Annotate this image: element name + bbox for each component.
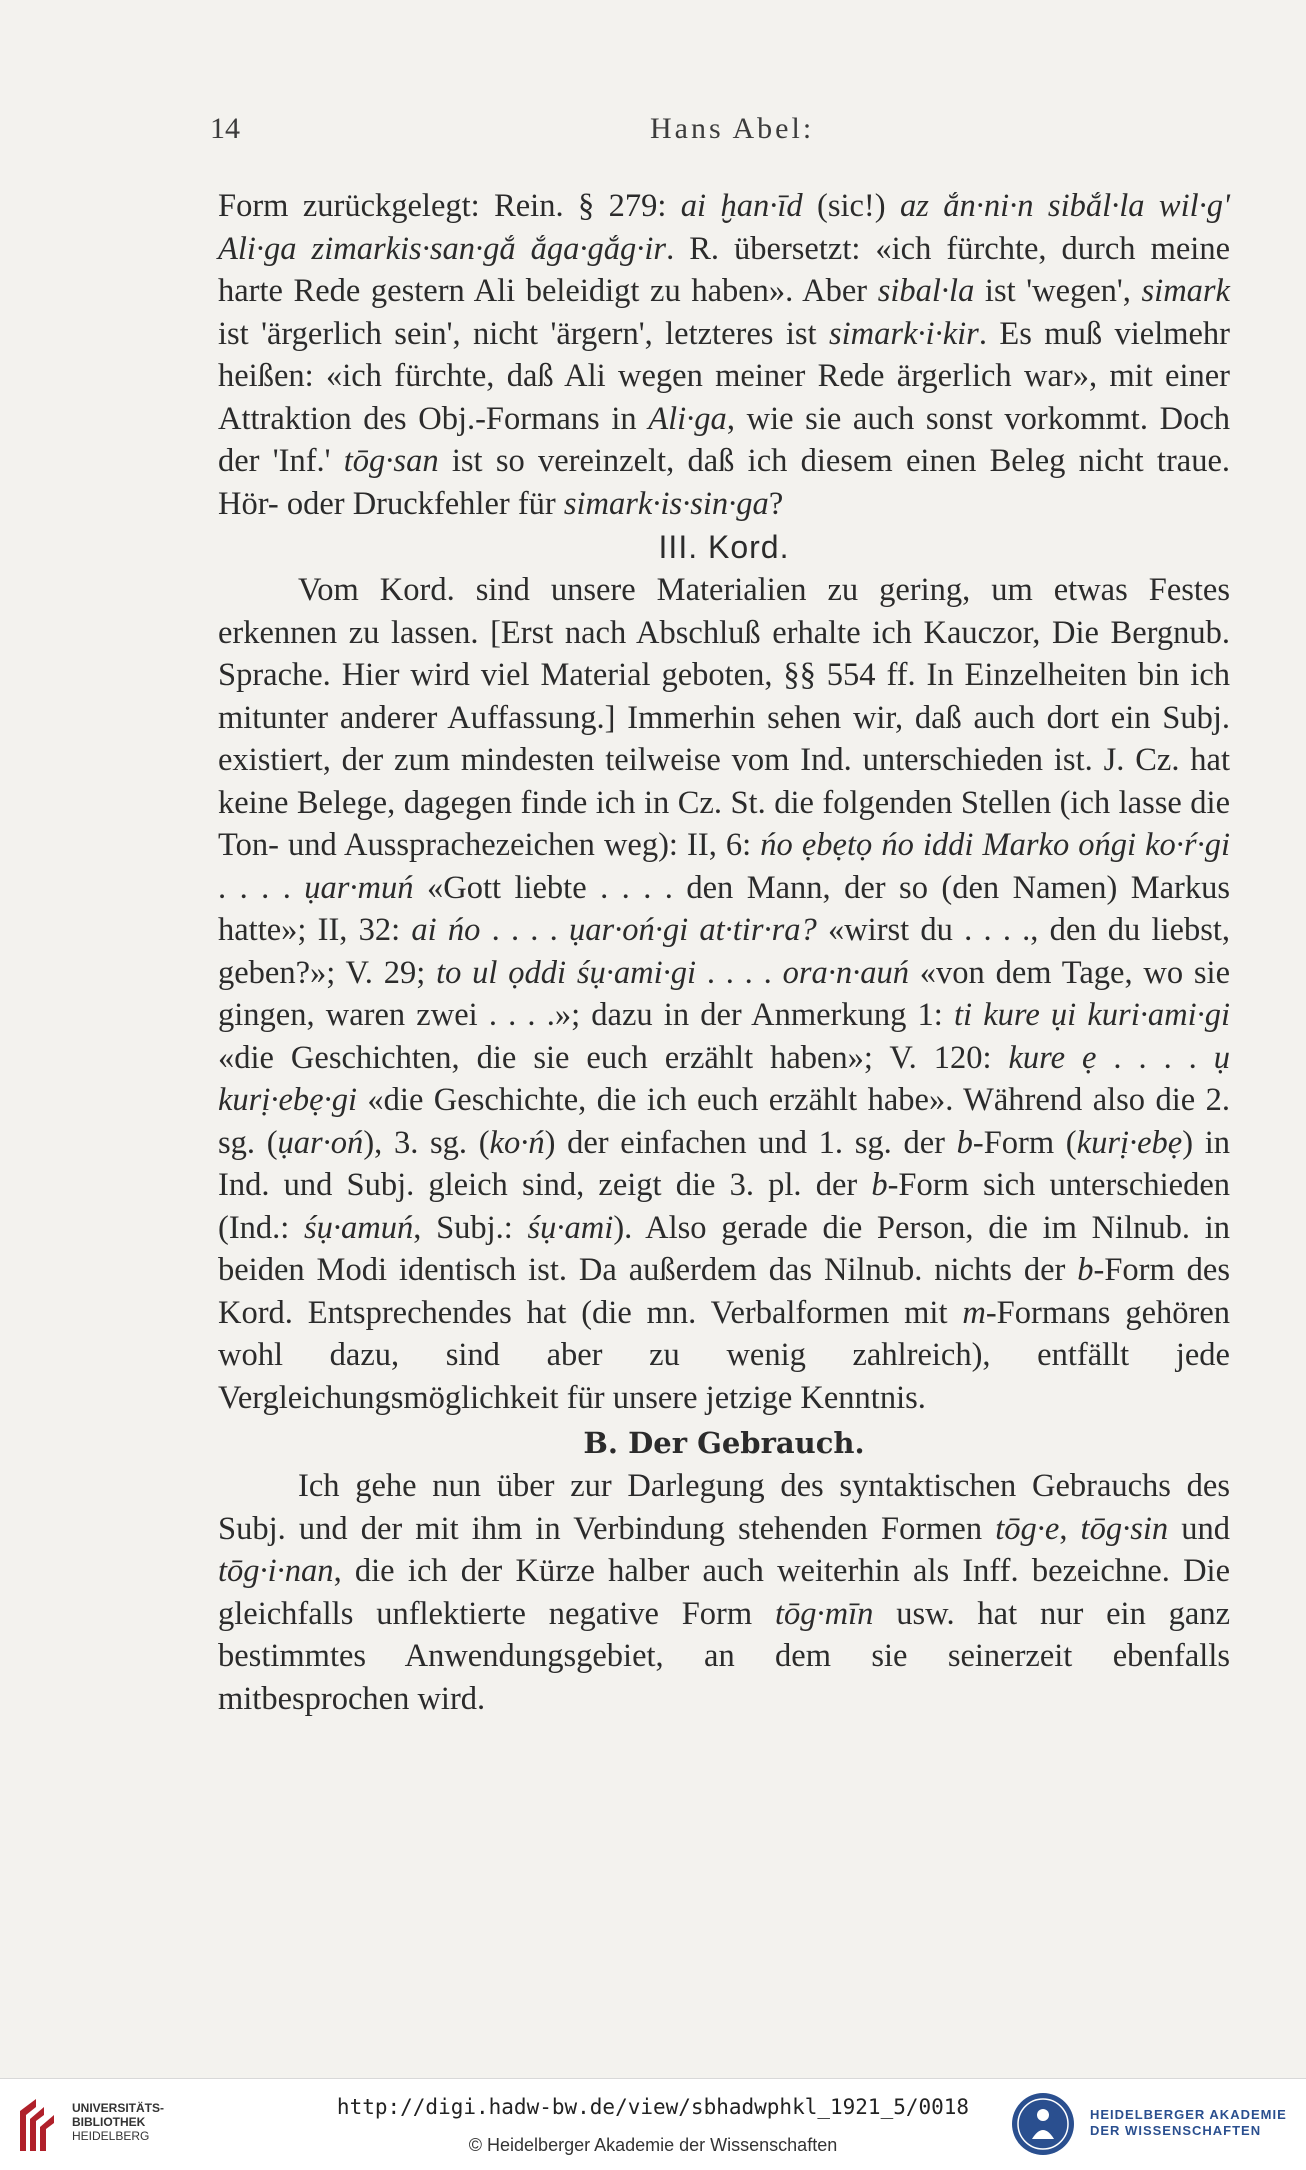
text-run: ), 3. sg. ( [363,1124,490,1161]
italic-term: tōg·sin [1080,1510,1169,1547]
text-run: , die ich der Kürze halber auch weiterhin als Inff. bezeichne. Die gleichfalls unflektierte negative Form [218,1553,1230,1632]
text-run: -Formans gehören wohl dazu, sind aber zu wenig zahlreich), entfällt jede Vergleichungsmöglichkeit für unsere jetzige Kenntnis. [218,1294,1230,1416]
text-run: usw. hat nur ein ganz bestimmtes Anwendungsgebiet, an dem sie seinerzeit ebenfalls mitbesprochen wird. [218,1595,1230,1717]
text-run: «die Geschichte, die ich euch erzählt habe». Während also die 2. sg. ( [218,1082,1230,1161]
text-run: . . . . [696,954,783,991]
italic-term: to ul ọddi śụ·ami·gi [436,954,697,991]
text-run: ist 'wegen', [974,273,1142,309]
text-run: ) der einfachen und 1. sg. der [544,1124,957,1161]
text-run: ist so vereinzelt, daß ich diesem einen Beleg nicht traue. Hör- oder Druckfehler für [218,443,1230,522]
text-run: . R. übersetzt: «ich fürchte, durch meine harte Rede gestern Ali beleidigt zu haben». Aber [218,230,1230,309]
text-run: -Form des Kord. Entsprechendes hat (die mn. Verbalformen mit [218,1252,1231,1331]
text-run: «Gott liebte . . . . den Mann, der so (den Namen) Markus hatte»; II, 32: [218,869,1231,948]
body-text [218,185,1230,1720]
page-url-link[interactable]: http://digi.hadw-bw.de/view/sbhadwphkl_1921_5/0018 [336,2095,970,2119]
italic-term: kure ẹ [1008,1039,1097,1076]
text-run: ) in Ind. und Subj. gleich sind, zeigt die 3. pl. der [218,1124,1231,1203]
italic-term: ńo ẹbẹtọ ńo iddi Marko ońgi ko·ŕ·gi [760,827,1230,863]
italic-term: ụar·muń [304,869,414,906]
text-run: , Subj.: [413,1209,528,1246]
italic-term: tōg·e [995,1510,1060,1547]
italic-term: Ali·ga [648,400,727,437]
italic-term: simark·i·kir [828,315,979,352]
italic-term: tōg·i·nan [218,1553,334,1589]
italic-term: ụ kurị·ebẹ·gi [218,1039,1230,1118]
italic-term: ko·ń [489,1124,545,1161]
academy-name[interactable]: HEIDELBERGER AKADEMIE DER WISSENSCHAFTEN [1090,2107,1287,2138]
paragraph [218,569,1230,1419]
italic-term: b [1077,1252,1094,1288]
subsection-heading [218,1421,1230,1465]
italic-term: śụ·ami [527,1209,614,1246]
italic-term: kurị·ebẹ [1076,1124,1183,1161]
text-run: , [1059,1510,1081,1547]
italic-term: sibal·la [877,273,975,309]
italic-term: ai ḫan·īd [680,188,803,224]
text-run: . Es muß vielmehr heißen: «ich fürchte, daß Ali wegen meiner Rede ärgerlich war», mit einer Attraktion des Obj.-Formans in [218,315,1230,437]
text-run: ist 'ärgerlich sein', nicht 'ärgern', letzteres ist [218,315,829,352]
italic-term: śụ·amuń [304,1209,414,1246]
text-run: , wie sie auch sonst vorkommt. Doch der 'Inf.' [218,400,1230,479]
italic-term: b [871,1167,888,1203]
italic-term: az ắn·ni·n sibắl·la wil·g' [899,188,1230,224]
text-run: III. Kord. [658,529,790,565]
academy-seal-icon[interactable] [1010,2091,1076,2157]
section-heading [218,525,1230,569]
italic-term: Ali·ga zimarkis·san·gắ ắga·gắg·ir [218,230,667,267]
italic-term: tōg·mīn [774,1595,874,1632]
university-library-name[interactable]: UNIVERSITÄTS- BIBLIOTHEK HEIDELBERG [72,2101,165,2143]
text-run: Ich gehe nun über zur Darlegung des syntaktischen Gebrauchs des Subj. und der mit ihm in Verbindung stehenden Formen [218,1468,1230,1547]
copyright-notice: © Heidelberger Akademie der Wissenschaften [468,2135,838,2155]
italic-term: simark [1141,273,1230,309]
italic-term: ora·n·auń [782,954,909,991]
text-run: (sic!) [802,188,900,224]
text-run: und [1168,1510,1230,1547]
italic-term: ti kure ụi kuri·ami·gi [953,997,1230,1033]
running-title: Hans Abel: [650,112,815,145]
text-run: Form zurückgelegt: Rein. § 279: [218,188,681,224]
text-run: «wirst du . . . ., den du liebst, geben?»; V. 29; [218,912,1231,991]
text-run: «von dem Tage, wo sie gingen, waren zwei . . . .»; dazu in der Anmerkung 1: [218,954,1231,1033]
italic-term: simark·is·sin·ga [563,485,769,522]
text-run: . . . . [1096,1039,1214,1076]
text-run: -Form sich unterschieden (Ind.: [218,1167,1230,1246]
paragraph [218,1465,1230,1720]
paragraph [218,185,1230,525]
page-number: 14 [210,112,240,145]
text-run: . . . . [480,912,569,948]
italic-term: b [956,1124,973,1161]
italic-term: ụar·oń [277,1124,364,1161]
footer-bar [0,2078,1306,2170]
text-run: . . . . [218,869,305,906]
text-run: -Form ( [972,1124,1077,1161]
text-run: Vom Kord. sind unsere Materialien zu gering, um etwas Festes erkennen zu lassen. [Erst nach Abschluß erhalte ich Kauczor, Die Bergnub. Sprache. Hier wird viel Material geboten, §§ 554 ff. In Einzelheiten bin ich mitunter anderer Auffassung.] Immerhin sehen wir, daß auch dort ein Subj. existiert, der zum mindesten teilweise vom Ind. unterschieden ist. J. Cz. hat keine Belege, dagegen finde ich in Cz. St. die folgenden Stellen (ich lasse die Ton- und Aussprachezeichen weg): II, 6: [218,572,1230,863]
italic-term: ụar·oń·gi at·tir·ra? [568,912,817,948]
text-run: «die Geschichten, die sie euch erzählt haben»; V. 120: [218,1039,1009,1076]
italic-term: m [962,1294,986,1331]
italic-term: tōg·san [343,443,439,479]
text-run: ? [768,485,784,522]
italic-term: ai ńo [411,912,481,948]
text-run: B. Der Gebrauch. [583,1426,865,1460]
text-run: ). Also gerade die Person, die im Nilnub. in beiden Modi identisch ist. Da außerdem das Nilnub. nichts der [218,1209,1230,1288]
